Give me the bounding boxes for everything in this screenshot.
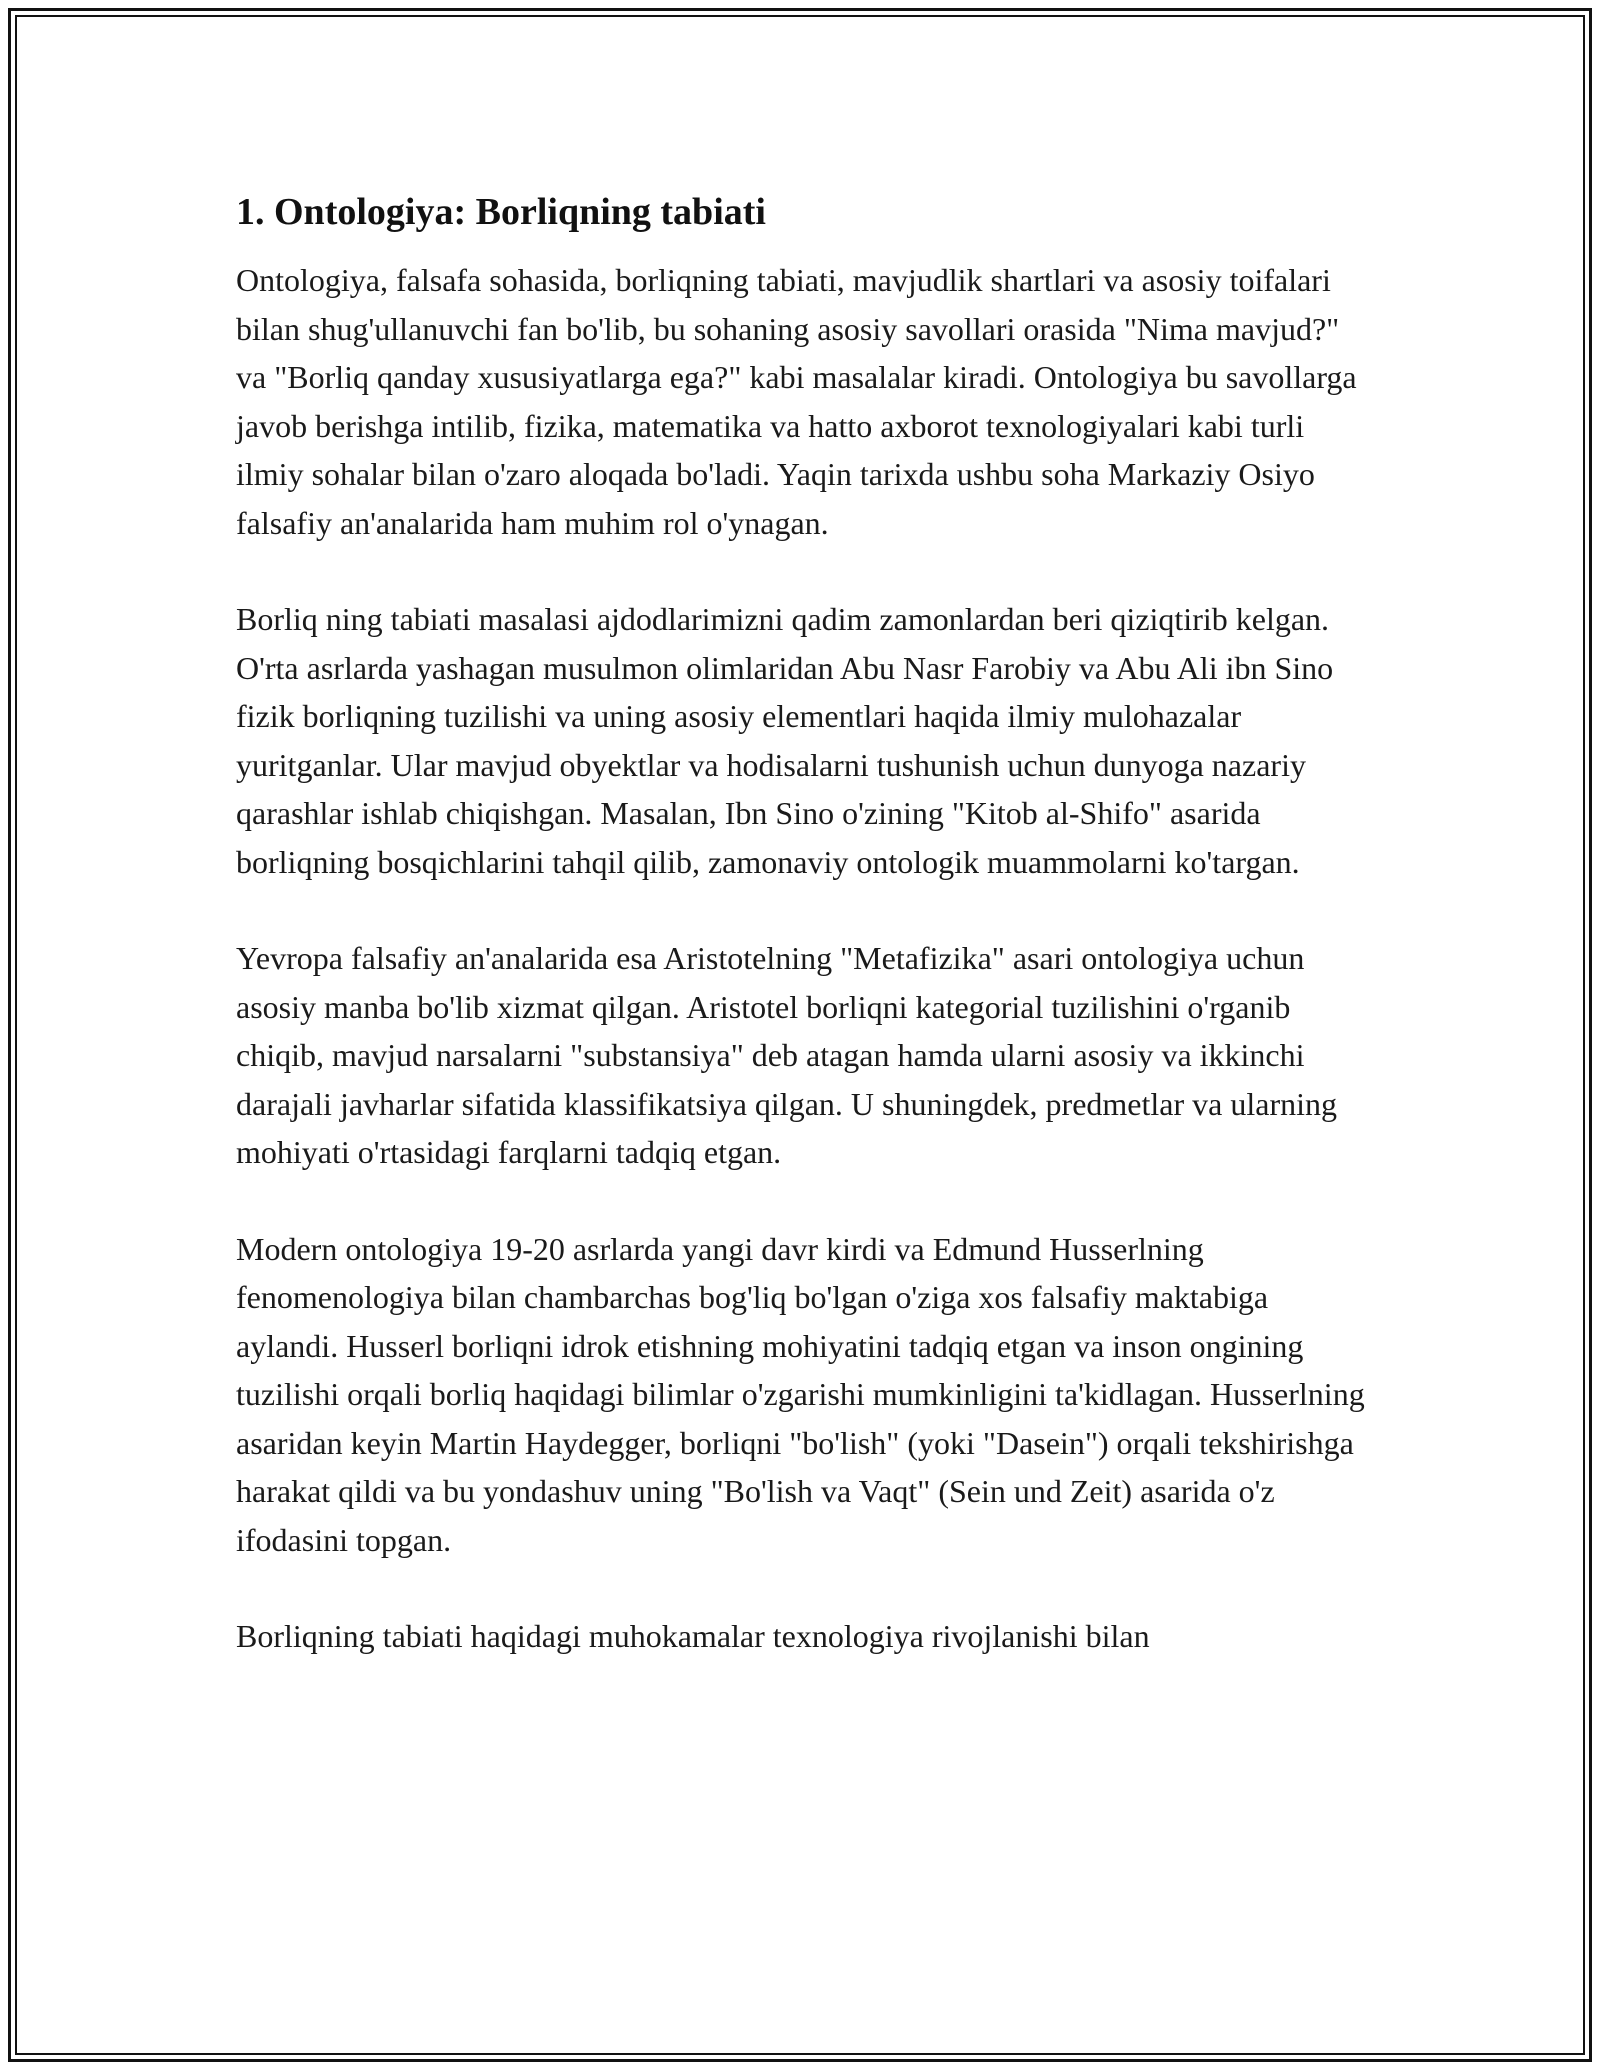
paragraph-5: Borliqning tabiati haqidagi muhokamalar texnologiya rivojlanishi bilan — [236, 1618, 1150, 1654]
paragraph-1: Ontologiya, falsafa sohasida, borliqning tabiati, mavjudlik shartlari va asosiy toifalari bilan shug'ullanuvchi fan bo'lib, bu sohaning asosiy savollari orasida "Nima mavjud?" va "Borliq qanday xususiyatlarga ega?" kabi masalalar kiradi. Ontologiya bu savollarga javob berishga intilib, fizika, matematika va hatto axborot texnologiyalari kabi turli ilmiy sohalar bilan o'zaro aloqada bo'ladi. Yaqin tarixda ushbu soha Markaziy Osiyo falsafiy an'analarida ham muhim rol o'ynagan. — [236, 262, 1357, 541]
section-heading: 1. Ontologiya: Borliqning tabiati — [236, 191, 766, 233]
document-body — [236, 186, 1376, 1709]
paragraph-3: Yevropa falsafiy an'analarida esa Aristotelning "Metafizika" asari ontologiya uchun asosiy manba bo'lib xizmat qilgan. Aristotel borliqni kategorial tuzilishini o'rganib chiqib, mavjud narsalarni "substansiya" deb atagan hamda ularni asosiy va ikkinchi darajali javharlar sifatida klassifikatsiya qilgan. U shuningdek, predmetlar va ularning mohiyati o'rtasidagi farqlarni tadqiq etgan. — [236, 940, 1337, 1170]
paragraph-4: Modern ontologiya 19-20 asrlarda yangi davr kirdi va Edmund Husserlning fenomenologiya bilan chambarchas bog'liq bo'lgan o'ziga xos falsafiy maktabiga aylandi. Husserl borliqni idrok etishning mohiyatini tadqiq etgan va inson ongining tuzilishi orqali borliq haqidagi bilimlar o'zgarishi mumkinligini ta'kidlagan. Husserlning asaridan keyin Martin Haydegger, borliqni "bo'lish" (yoki "Dasein") orqali tekshirishga harakat qildi va bu yondashuv uning "Bo'lish va Vaqt" (Sein und Zeit) asarida o'z ifodasini topgan. — [236, 1230, 1365, 1558]
paragraph-2: Borliq ning tabiati masalasi ajdodlarimizni qadim zamonlardan beri qiziqtirib kelgan. O'rta asrlarda yashagan musulmon olimlaridan Abu Nasr Farobiy va Abu Ali ibn Sino fizik borliqning tuzilishi va uning asosiy elementlari haqida ilmiy mulohazalar yuritganlar. Ular mavjud obyektlar va hodisalarni tushunish uchun dunyoga nazariy qarashlar ishlab chiqishgan. Masalan, Ibn Sino o'zining "Kitob al-Shifo" asarida borliqning bosqichlarini tahqil qilib, zamonaviy ontologik muammolarni ko'targan. — [236, 601, 1334, 880]
